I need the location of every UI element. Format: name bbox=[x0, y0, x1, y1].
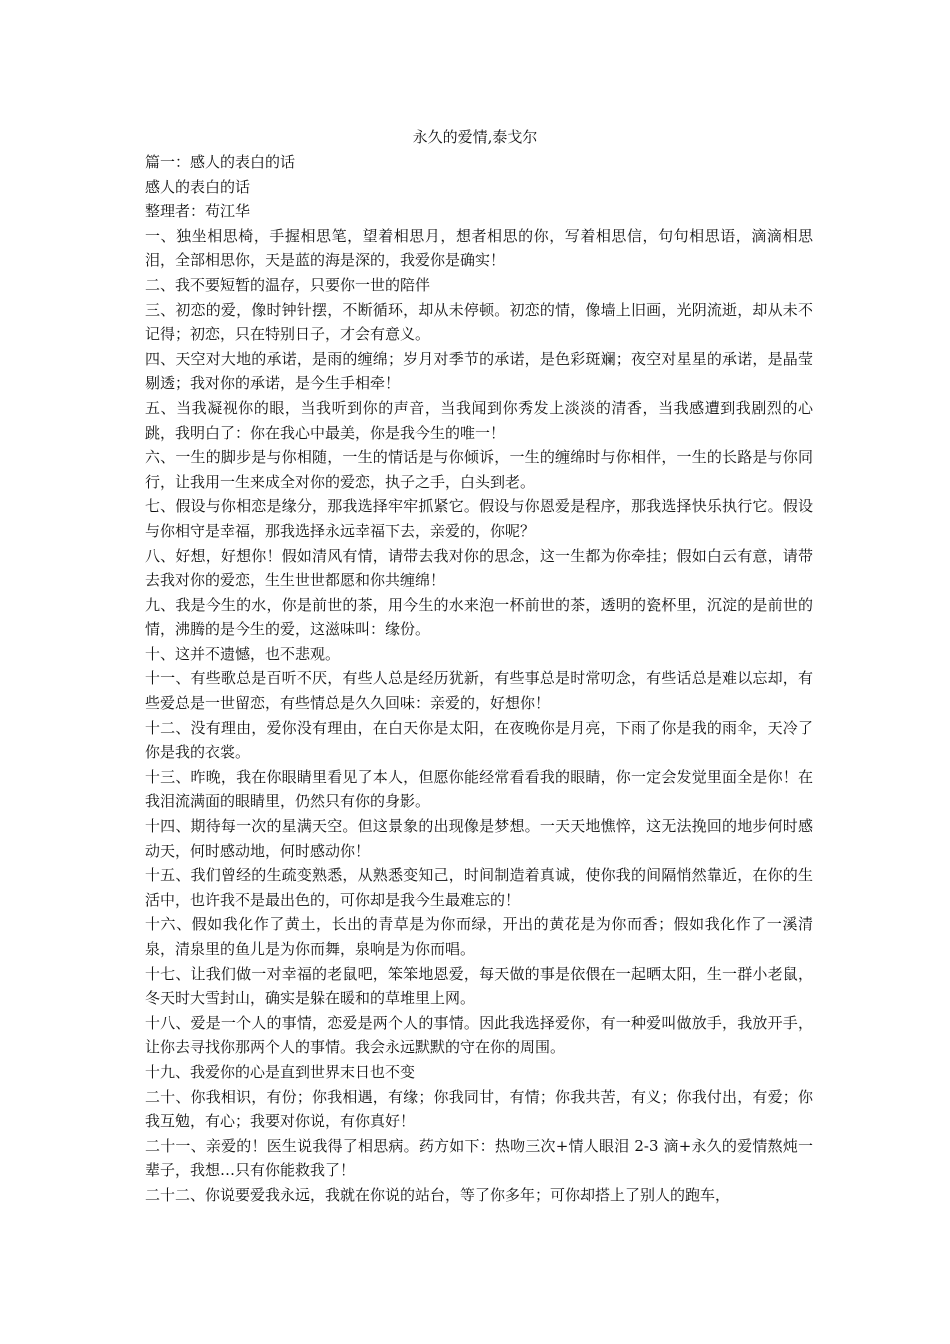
paragraph: 四、天空对大地的承诺，是雨的缠绵；岁月对季节的承诺，是色彩斑斓；夜空对星星的承诺，是晶莹剔透；我对你的承诺，是今生手相牵！ bbox=[145, 349, 813, 393]
paragraph: 二、我不要短暂的温存，只要你一世的陪伴 bbox=[145, 275, 431, 294]
paragraph: 整理者：苟江华 bbox=[145, 202, 251, 221]
paragraph: 九、我是今生的水，你是前世的茶，用今生的水来泡一杯前世的茶，透明的瓷杯里，沉淀的是前世的情，沸腾的是今生的爱，这滋味叫：缘份。 bbox=[145, 595, 813, 639]
paragraph: 十七、让我们做一对幸福的老鼠吧，笨笨地恩爱，每天做的事是依偎在一起晒太阳，生一群小老鼠，冬天时大雪封山，确实是躲在暖和的草堆里上网。 bbox=[145, 964, 813, 1008]
paragraph: 十二、没有理由，爱你没有理由，在白天你是太阳，在夜晚你是月亮，下雨了你是我的雨伞，天冷了你是我的衣裳。 bbox=[145, 718, 813, 762]
paragraph: 十五、我们曾经的生疏变熟悉，从熟悉变知己，时间制造着真诚，使你我的间隔悄然靠近，在你的生活中，也许我不是最出色的，可你却是我今生最难忘的！ bbox=[145, 866, 813, 909]
paragraph: 五、当我凝视你的眼，当我听到你的声音，当我闻到你秀发上淡淡的清香，当我感遭到我剧烈的心跳，我明白了：你在我心中最美，你是我今生的唯一！ bbox=[145, 398, 813, 442]
document-body bbox=[145, 150, 813, 1208]
document-title: 永久的爱情,泰戈尔 bbox=[412, 128, 538, 146]
paragraph: 十三、昨晚，我在你眼睛里看见了本人，但愿你能经常看看我的眼睛，你一定会发觉里面全是你！在我泪流满面的眼睛里，仍然只有你的身影。 bbox=[145, 767, 813, 811]
paragraph: 十、这并不遗憾，也不悲观。 bbox=[145, 644, 341, 663]
paragraph: 二十二、你说要爱我永远，我就在你说的站台，等了你多年；可你却搭上了别人的跑车， bbox=[145, 1185, 731, 1204]
paragraph: 十四、期待每一次的星满天空。但这景象的出现像是梦想。一天天地憔悴，这无法挽回的地步何时感动天，何时感动地，何时感动你！ bbox=[145, 817, 813, 860]
paragraph: 十一、有些歌总是百听不厌，有些人总是经历犹新，有些事总是时常叨念，有些话总是难以忘却，有些爱总是一世留恋，有些情总是久久回味：亲爱的，好想你！ bbox=[145, 669, 813, 713]
paragraph: 一、独坐相思椅，手握相思笔，望着相思月，想者相思的你，写着相思信，句句相思语，滴滴相思泪，全部相思你，天是蓝的海是深的，我爱你是确实！ bbox=[145, 226, 813, 270]
paragraph: 二十、你我相识，有份；你我相遇，有缘；你我同甘，有情；你我共苦，有义；你我付出，有爱；你我互勉，有心；我要对你说，有你真好！ bbox=[145, 1087, 813, 1131]
paragraph: 十八、爱是一个人的事情，恋爱是两个人的事情。因此我选择爱你，有一种爱叫做放手，我放开手，让你去寻找你那两个人的事情。我会永远默默的守在你的周围。 bbox=[145, 1013, 813, 1057]
paragraph: 六、一生的脚步是与你相随，一生的情话是与你倾诉，一生的缠绵时与你相伴，一生的长路是与你同行，让我用一生来成全对你的爱恋，执子之手，白头到老。 bbox=[145, 448, 813, 491]
paragraph: 二十一、亲爱的！医生说我得了相思病。药方如下：热吻三次+情人眼泪 2-3 滴+永久的爱情熬炖一辈子，我想…只有你能救我了！ bbox=[145, 1136, 813, 1180]
paragraph: 三、初恋的爱，像时钟针摆，不断循环，却从未停顿。初恋的情，像墙上旧画，光阴流逝，却从未不记得；初恋，只在特别日子，才会有意义。 bbox=[145, 300, 813, 344]
paragraph: 七、假设与你相恋是缘分，那我选择牢牢抓紧它。假设与你恩爱是程序，那我选择快乐执行它。假设与你相守是幸福，那我选择永远幸福下去，亲爱的，你呢？ bbox=[145, 497, 813, 540]
paragraph: 感人的表白的话 bbox=[145, 177, 251, 196]
paragraph: 十九、我爱你的心是直到世界末日也不变 bbox=[145, 1062, 416, 1081]
paragraph: 十六、假如我化作了黄土，长出的青草是为你而绿，开出的黄花是为你而香；假如我化作了一溪清泉，清泉里的鱼儿是为你而舞，泉响是为你而唱。 bbox=[145, 915, 813, 958]
paragraph: 八、好想，好想你！假如清风有情，请带去我对你的思念，这一生都为你牵挂；假如白云有意，请带去我对你的爱恋，生生世世都愿和你共缠绵！ bbox=[145, 546, 813, 590]
paragraph: 篇一：感人的表白的话 bbox=[145, 153, 296, 171]
